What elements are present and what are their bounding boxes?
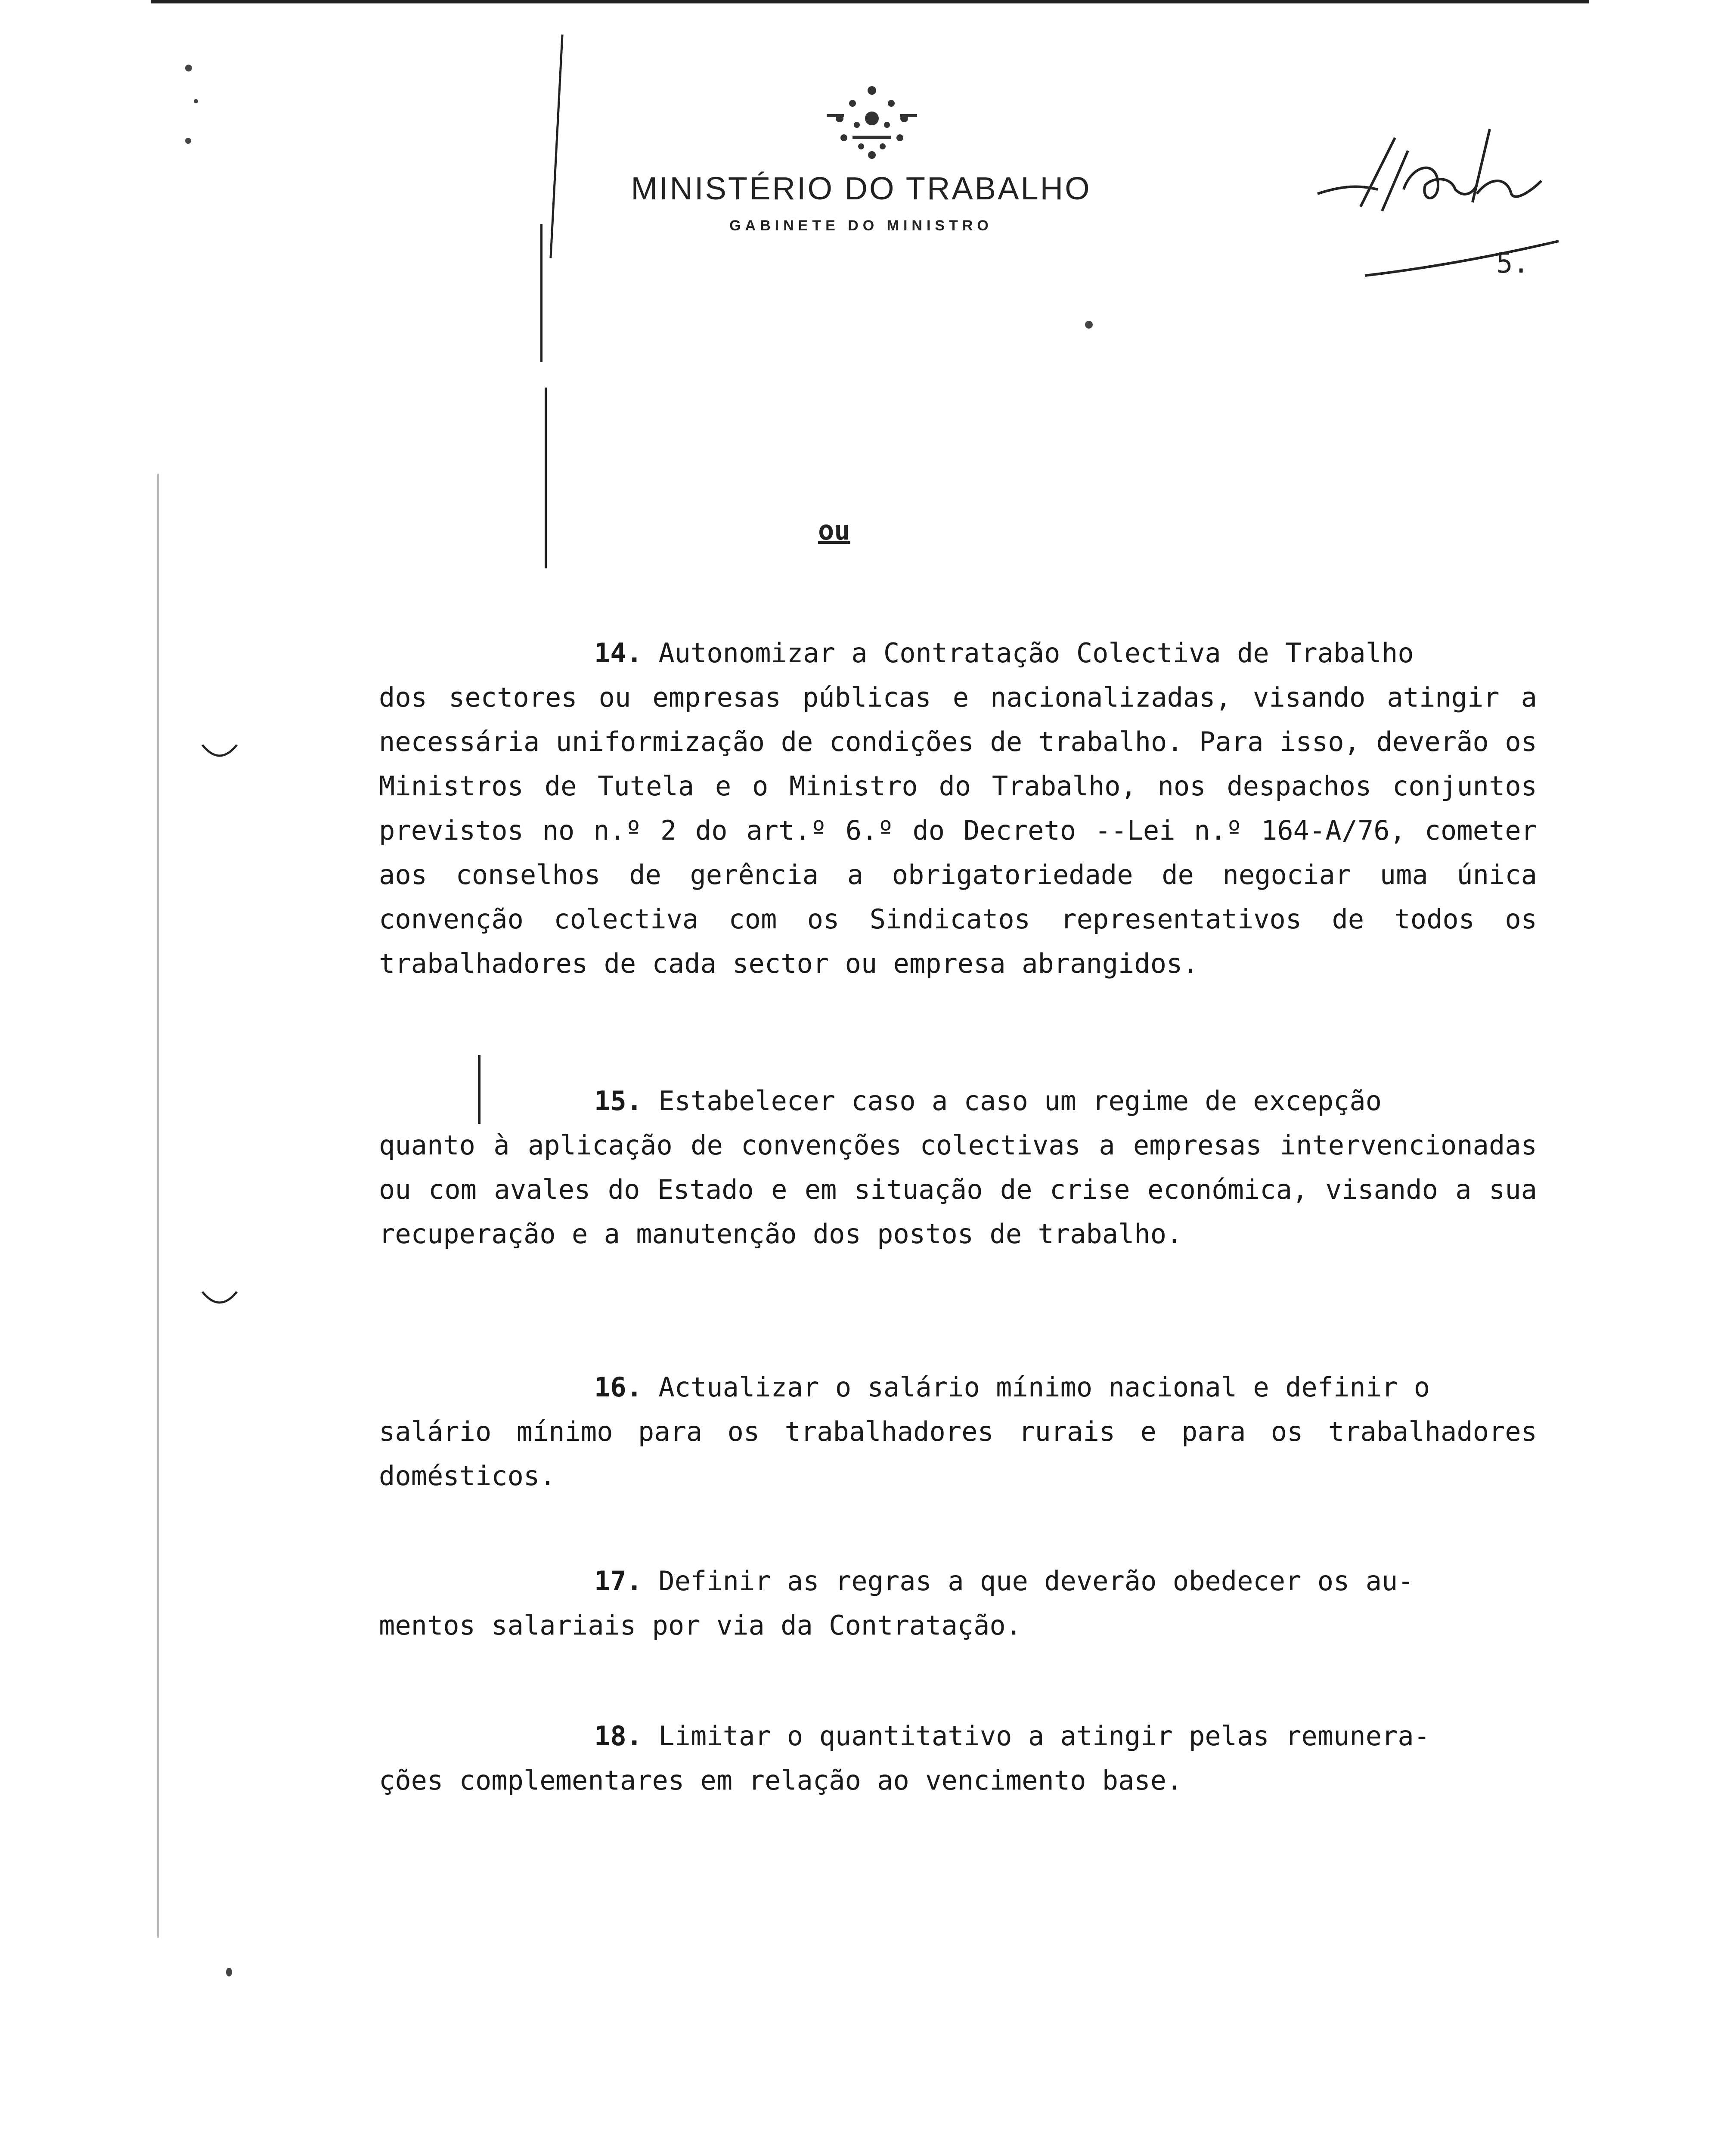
top-border (151, 0, 1589, 3)
margin-mark (549, 34, 563, 258)
paragraph-number: 18. (594, 1720, 642, 1752)
paragraph-first-line: Limitar o quantitativo a atingir pelas remunera- (658, 1720, 1430, 1752)
paragraph-14 (379, 631, 1537, 986)
margin-mark (540, 224, 542, 362)
punch-hole-mark (200, 741, 239, 766)
left-margin-shadow (157, 474, 159, 1938)
speck (185, 65, 192, 71)
speck (194, 99, 198, 103)
speck (1085, 321, 1093, 329)
paragraph-body: ções complementares em relação ao vencimento base. (379, 1765, 1183, 1796)
paragraph-body: mentos salariais por via da Contratação. (379, 1610, 1022, 1641)
paragraph-first-line: Definir as regras a que deverão obedecer os au- (658, 1565, 1414, 1597)
separator-ou: ou (818, 515, 850, 546)
margin-mark (545, 388, 547, 568)
paragraph-18 (379, 1714, 1537, 1802)
paragraph-number: 14. (594, 637, 642, 669)
paragraph-body: salário mínimo para os trabalhadores rurais e para os trabalhadores domésticos. (379, 1416, 1537, 1492)
paragraph-first-line: Autonomizar a Contratação Colectiva de Trabalho (658, 637, 1414, 669)
paragraph-body: dos sectores ou empresas públicas e nacionalizadas, visando atingir a necessária uniformização de condições de trabalho. Para isso, deverão os Ministros de Tutela e o Ministro do Trabalho, nos despachos conjuntos previstos no n.º 2 do art.º 6.º do Decreto --Lei n.º 164-A/76, cometer aos conselhos de gerência a obrigatoriedade de negociar uma única convenção colectiva com os Sindicatos representativos de todos os trabalhadores de cada sector ou empresa abrangidos. (379, 682, 1537, 979)
paragraph-first-line: Actualizar o salário mínimo nacional e definir o (658, 1371, 1430, 1403)
coat-of-arms-icon (801, 78, 943, 168)
paragraph-first-line: Estabelecer caso a caso um regime de excepção (658, 1085, 1382, 1117)
paragraph-17 (379, 1559, 1537, 1647)
speck (226, 1968, 232, 1976)
paragraph-body: quanto à aplicação de convenções colectivas a empresas intervencionadas ou com avales do Estado e em situação de crise económica, visando a sua recuperação e a manutenção dos postos de trabalho. (379, 1129, 1537, 1250)
paragraph-15 (379, 1079, 1537, 1256)
paragraph-number: 16. (594, 1371, 642, 1403)
cabinet-subtitle: GABINETE DO MINISTRO (729, 217, 993, 234)
paragraph-number: 15. (594, 1085, 642, 1117)
ministry-title: MINISTÉRIO DO TRABALHO (631, 171, 1091, 206)
punch-hole-mark (200, 1287, 239, 1313)
paragraph-16 (379, 1365, 1537, 1498)
page-number: 5. (1496, 248, 1530, 279)
paragraph-number: 17. (594, 1565, 642, 1597)
speck (185, 138, 191, 144)
